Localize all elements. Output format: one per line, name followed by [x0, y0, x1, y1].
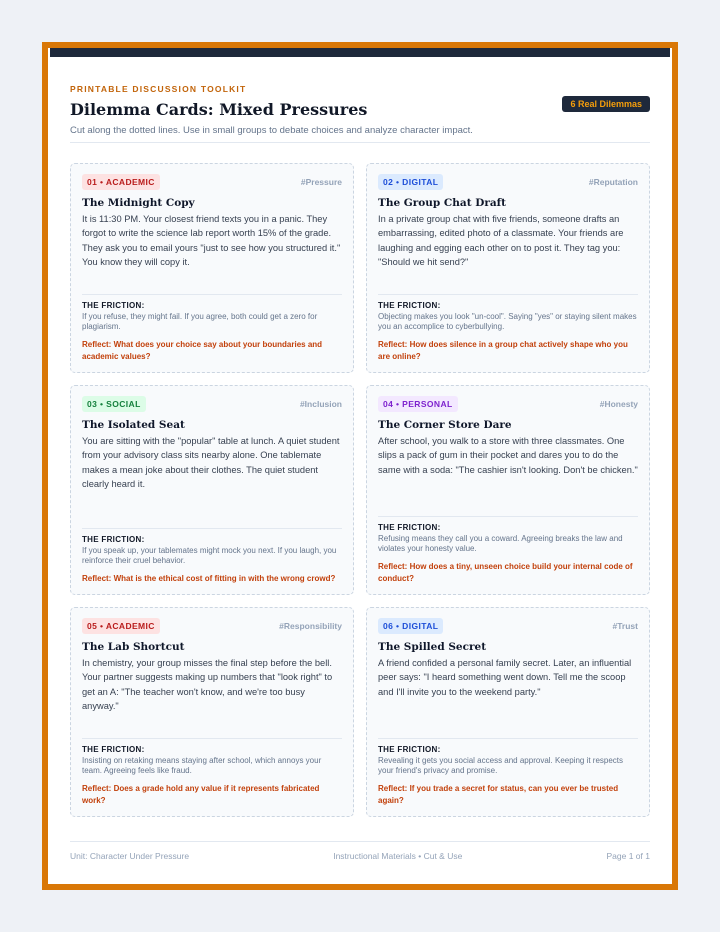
card-title: The Lab Shortcut [82, 641, 185, 653]
dilemma-card [366, 163, 650, 373]
footer-materials: Instructional Materials • Cut & Use [333, 851, 463, 861]
card-grid [70, 163, 650, 817]
category-chip: 05 • ACADEMIC [82, 618, 160, 634]
card-header [82, 174, 342, 190]
category-chip: 02 • DIGITAL [378, 174, 443, 190]
card-title: The Corner Store Dare [378, 419, 512, 431]
friction-text: Revealing it gets you social access and approval. Keeping it respects your friend's privacy and promise. [378, 755, 624, 776]
dilemma-card [366, 385, 650, 595]
card-scenario: A friend confided a personal family secret. Later, an influential peer says: "I heard something went down. Tell me the scoop and I'll invite you to the weekend party." [378, 658, 632, 697]
card-scenario: After school, you walk to a store with three classmates. One slips a pack of gum in their pocket and dares you to do the same with a soda: "The cashier isn't looking. Don't be chicken." [378, 436, 638, 475]
friction-label: THE FRICTION: [82, 744, 145, 754]
footer-page-number: Page 1 of 1 [606, 851, 650, 861]
hashtag: #Reputation [588, 177, 638, 187]
page-border [42, 42, 678, 890]
card-header [82, 618, 342, 634]
card-title: The Isolated Seat [82, 419, 185, 431]
friction-label: THE FRICTION: [378, 744, 441, 754]
friction-label: THE FRICTION: [378, 522, 441, 532]
friction-text: If you speak up, your tablemates might mock you next. If you laugh, you reinforce their cruel behavior. [82, 545, 337, 566]
reflect-prompt: Reflect: Does a grade hold any value if it represents fabricated work? [82, 784, 320, 805]
friction-section [82, 738, 342, 807]
top-accent-bar [50, 48, 670, 57]
reflect-prompt: Reflect: What does your choice say about your boundaries and academic values? [82, 340, 323, 361]
reflect-prompt: Reflect: How does a tiny, unseen choice build your internal code of conduct? [378, 562, 633, 583]
card-title: The Spilled Secret [378, 641, 487, 653]
hashtag: #Responsibility [279, 621, 342, 631]
category-chip: 04 • PERSONAL [378, 396, 458, 412]
friction-label: THE FRICTION: [82, 300, 145, 310]
card-header [82, 396, 342, 412]
category-chip: 06 • DIGITAL [378, 618, 443, 634]
friction-section [82, 294, 342, 363]
category-chip: 01 • ACADEMIC [82, 174, 160, 190]
card-header [378, 618, 638, 634]
card-scenario: In a private group chat with five friends, someone drafts an embarrassing, edited photo of a classmate. Your friends are laughing and egging each other on to post it. They tag you: "Should we hit send?" [378, 214, 624, 267]
page-footer [70, 851, 650, 861]
friction-text: Refusing means they call you a coward. Agreeing breaks the law and violates your honesty value. [378, 533, 623, 554]
hashtag: #Inclusion [299, 399, 342, 409]
friction-section [378, 738, 638, 807]
friction-section [378, 516, 638, 585]
card-title: The Midnight Copy [82, 197, 195, 209]
card-title: The Group Chat Draft [378, 197, 507, 209]
friction-text: Objecting makes you look "un-cool". Saying "yes" or staying silent makes you an accomplice to cyberbullying. [378, 311, 637, 332]
dilemma-card [70, 607, 354, 817]
friction-label: THE FRICTION: [378, 300, 441, 310]
friction-label: THE FRICTION: [82, 534, 145, 544]
kicker-label: PRINTABLE DISCUSSION TOOLKIT [70, 84, 247, 94]
hashtag: #Trust [612, 621, 638, 631]
friction-section [378, 294, 638, 363]
footer-divider [70, 841, 650, 842]
page-subtitle: Cut along the dotted lines. Use in small groups to debate choices and analyze character impact. [70, 125, 473, 136]
card-scenario: You are sitting with the "popular" table at lunch. A quiet student from your advisory class sits nearby alone. One tablemate makes a mean joke about their clothes. The quiet student clearly heard it. [82, 436, 340, 489]
friction-text: Insisting on retaking means staying after school, which annoys your team. Agreeing feels like fraud. [82, 755, 322, 776]
toolkit-page [48, 48, 672, 884]
dilemma-count-badge: 6 Real Dilemmas [562, 96, 650, 112]
reflect-prompt: Reflect: What is the ethical cost of fitting in with the wrong crowd? [82, 574, 336, 583]
page-title: Dilemma Cards: Mixed Pressures [70, 100, 368, 119]
hashtag: #Honesty [599, 399, 638, 409]
card-scenario: It is 11:30 PM. Your closest friend texts you in a panic. They forgot to write the science lab report worth 15% of the grade. They ask you to email yours "just to see how you structured it." You know they will copy it. [82, 214, 341, 267]
footer-unit: Unit: Character Under Pressure [70, 851, 190, 861]
card-header [378, 396, 638, 412]
reflect-prompt: Reflect: How does silence in a group chat actively shape who you are online? [378, 340, 628, 361]
friction-text: If you refuse, they might fail. If you agree, both could get a zero for plagiarism. [82, 311, 318, 332]
card-header [378, 174, 638, 190]
category-chip: 03 • SOCIAL [82, 396, 146, 412]
dilemma-card [70, 163, 354, 373]
hashtag: #Pressure [300, 177, 342, 187]
dilemma-card [70, 385, 354, 595]
friction-section [82, 528, 342, 585]
header-divider [70, 142, 650, 143]
card-scenario: In chemistry, your group misses the final step before the bell. Your partner suggests making up numbers that "look right" to get an A: "The teacher won't know, and we're too busy anyway." [82, 658, 333, 711]
dilemma-card [366, 607, 650, 817]
reflect-prompt: Reflect: If you trade a secret for status, can you ever be trusted again? [378, 784, 619, 805]
